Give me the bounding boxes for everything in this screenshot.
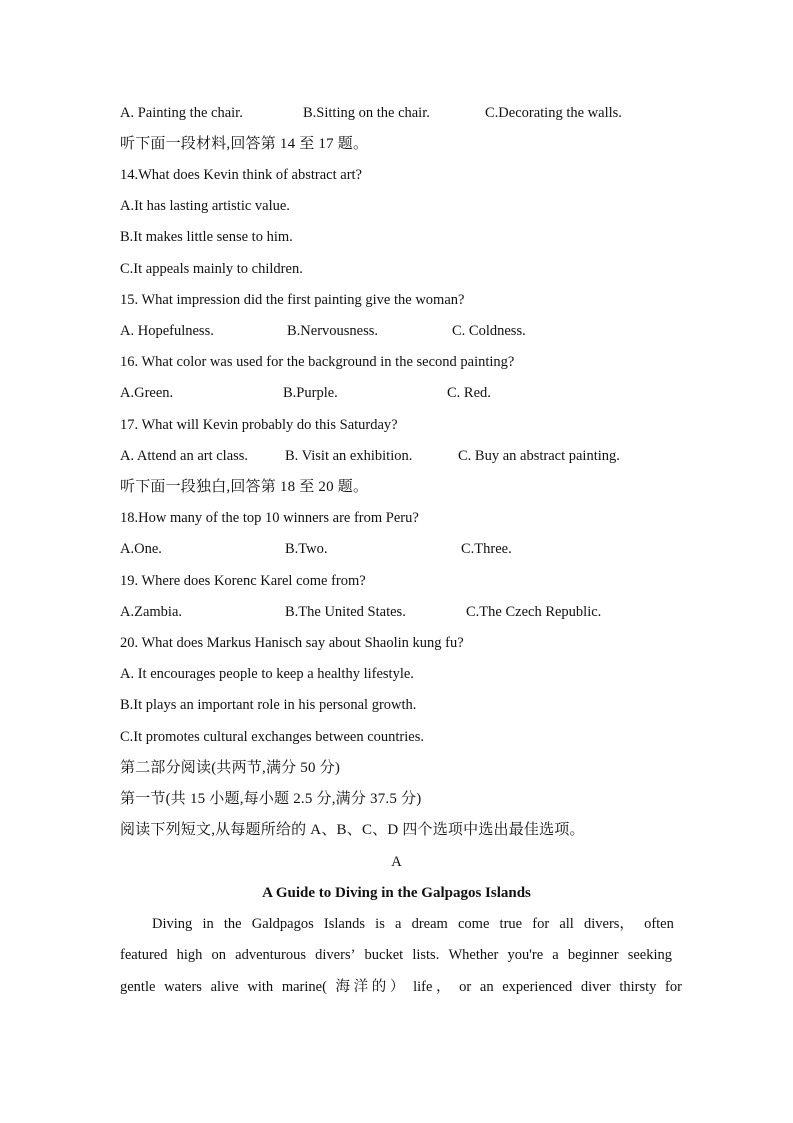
word: life ， [413, 979, 451, 995]
q15-stem: 15. What impression did the first painting give the woman? [120, 292, 465, 308]
q15-option-a: A. Hopefulness. [120, 323, 214, 339]
q19-option-a: A.Zambia. [120, 604, 183, 620]
q16-option-a: A.Green. [120, 385, 174, 401]
word: often [644, 916, 674, 932]
q17-stem: 17. What will Kevin probably do this Saturday? [120, 417, 398, 433]
word: high [176, 947, 203, 963]
word: Diving [152, 916, 193, 932]
q18-option-b: B.Two. [285, 541, 328, 557]
q15-option-b: B.Nervousness. [287, 323, 379, 339]
word: marine( [281, 979, 327, 995]
q18-option-c: C.Three. [461, 541, 512, 557]
q18-stem: 18.How many of the top 10 winners are from Peru? [120, 510, 419, 526]
word: alive [210, 979, 239, 995]
word: for [532, 916, 550, 932]
q14-option-a: A.It has lasting artistic value. [120, 198, 290, 214]
q19-option-c: C.The Czech Republic. [466, 604, 602, 620]
word: come [457, 916, 490, 932]
word: on [211, 947, 227, 963]
q20-stem: 20. What does Markus Hanisch say about Shaolin kung fu? [120, 635, 464, 651]
word: waters [164, 979, 202, 995]
word: diver [580, 979, 611, 995]
word: all [559, 916, 574, 932]
word: gentle [120, 979, 156, 995]
word: or [459, 979, 472, 995]
word: with [247, 979, 274, 995]
word: lists. [412, 947, 440, 963]
passage-line-3 [120, 975, 682, 999]
word: dream [411, 916, 448, 932]
section1-heading: 第一节(共 15 小题,每小题 2.5 分,满分 37.5 分) [120, 791, 422, 807]
word: experienced [502, 979, 573, 995]
word: the [223, 916, 242, 932]
q15-option-c: C. Coldness. [452, 323, 526, 339]
word: for [665, 979, 682, 995]
q13-option-c: C.Decorating the walls. [485, 105, 622, 121]
word: Whether [448, 947, 499, 963]
q14-option-c: C.It appeals mainly to children. [120, 261, 303, 277]
word: you're [507, 947, 544, 963]
word: an [479, 979, 494, 995]
word: seeking [627, 947, 672, 963]
word: 海 洋 的 ） [335, 979, 405, 995]
instruction-14-17: 听下面一段材料,回答第 14 至 17 题。 [120, 136, 369, 152]
q16-option-b: B.Purple. [283, 385, 338, 401]
q20-option-c: C.It promotes cultural exchanges between countries. [120, 729, 424, 745]
passage-title: A Guide to Diving in the Galpagos Islands [262, 885, 531, 901]
q19-option-b: B.The United States. [285, 604, 406, 620]
word: beginner [567, 947, 619, 963]
q17-option-a: A. Attend an art class. [120, 448, 249, 464]
word: Islands [323, 916, 366, 932]
word: in [202, 916, 214, 932]
instruction-18-20: 听下面一段独白,回答第 18 至 20 题。 [120, 479, 369, 495]
word: adventurous [235, 947, 307, 963]
q13-option-a: A. Painting the chair. [120, 105, 243, 121]
passage-line-1 [152, 912, 674, 936]
q17-option-b: B. Visit an exhibition. [285, 448, 413, 464]
section1-instruction: 阅读下列短文,从每题所给的 A、B、C、D 四个选项中选出最佳选项。 [120, 822, 585, 838]
q14-stem: 14.What does Kevin think of abstract art? [120, 167, 362, 183]
word: divers’ [315, 947, 356, 963]
word: true [499, 916, 523, 932]
q19-stem: 19. Where does Korenc Karel come from? [120, 573, 366, 589]
word: thirsty [619, 979, 657, 995]
word: featured [120, 947, 168, 963]
q13-option-b: B.Sitting on the chair. [303, 105, 430, 121]
word: a [395, 916, 402, 932]
word: divers， [583, 916, 634, 932]
word: is [375, 916, 385, 932]
q20-option-a: A. It encourages people to keep a healthy lifestyle. [120, 666, 414, 682]
passage-line-2 [120, 943, 672, 967]
part2-heading: 第二部分阅读(共两节,满分 50 分) [120, 760, 341, 776]
q20-option-b: B.It plays an important role in his personal growth. [120, 697, 417, 713]
word: Galdpagos [251, 916, 314, 932]
word: bucket [364, 947, 404, 963]
q16-option-c: C. Red. [447, 385, 491, 401]
q18-option-a: A.One. [120, 541, 162, 557]
q17-option-c: C. Buy an abstract painting. [458, 448, 620, 464]
q14-option-b: B.It makes little sense to him. [120, 229, 293, 245]
passage-letter: A [391, 854, 402, 870]
word: a [552, 947, 559, 963]
q16-stem: 16. What color was used for the background in the second painting? [120, 354, 515, 370]
